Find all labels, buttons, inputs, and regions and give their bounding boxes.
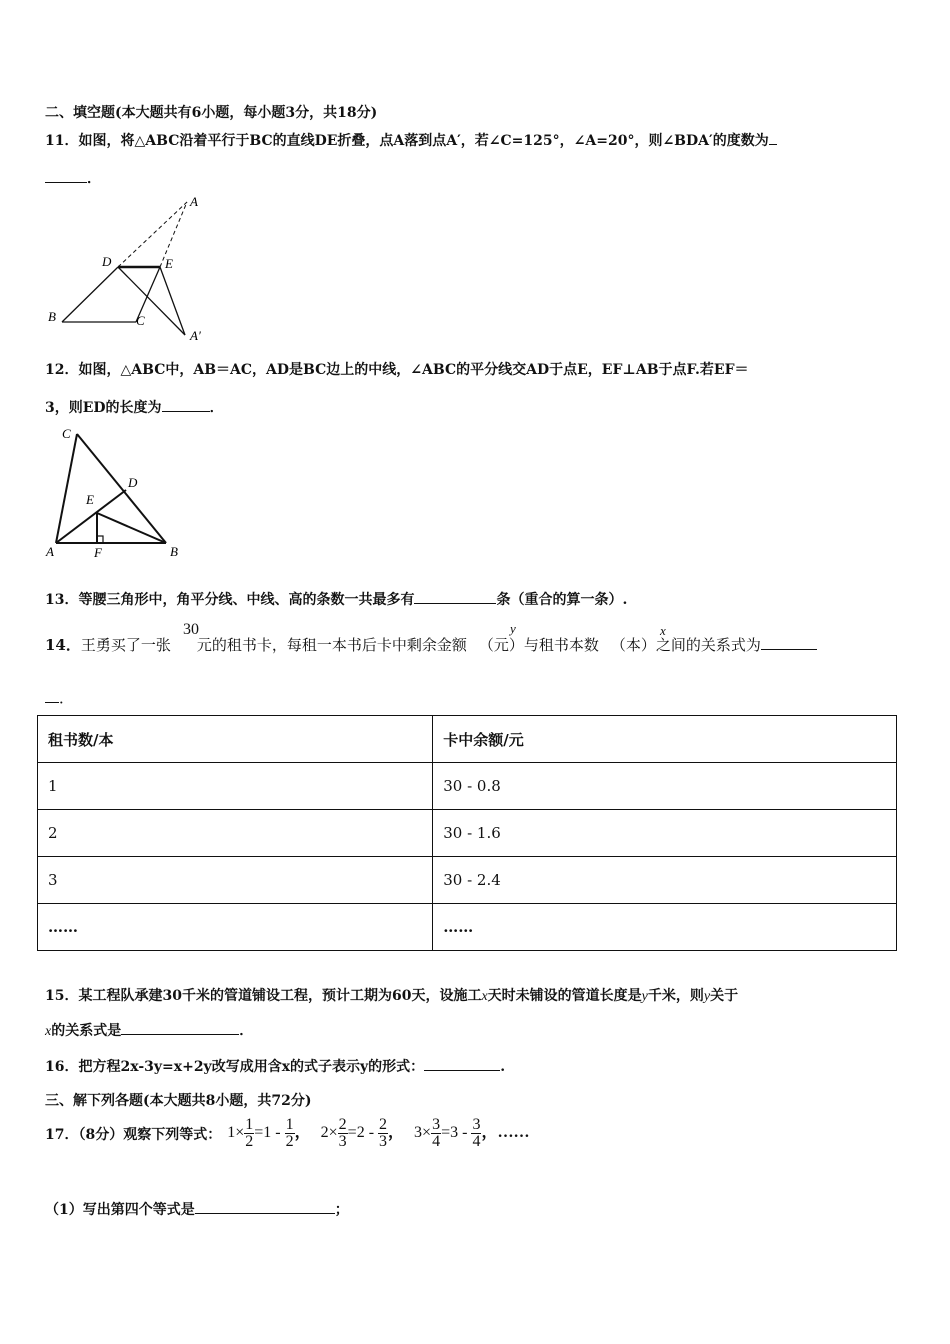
table-row [38,904,897,951]
table-cell: …… [433,904,897,951]
equation-3: 3× $\frac{3}{4}$ =3 - $\frac{3}{4}$ ，…… [414,1116,530,1150]
answer-blank[interactable] [414,589,496,604]
q14-var-y: y [510,621,516,636]
figure-q12-triangle [40,422,200,564]
label-A: A [46,544,54,559]
question-14: 14．王勇买了一张 元的租书卡，每租一本书后卡中剩余金额 （元）与租书本数 （本）之间的关系式为 [45,634,817,655]
question-16: 16．把方程2x-3y=x+2y改写成用含x的式子表示y的形式： . [45,1056,505,1076]
label-D: D [128,475,138,490]
table-cell: 1 [38,763,433,810]
figure-q11-fold [40,190,220,345]
rental-table [37,715,897,951]
answer-blank[interactable] [162,397,210,412]
question-13: 13．等腰三角形中，角平分线、中线、高的条数一共最多有 条（重合的算一条）. [45,589,627,609]
q11-text: 11．如图，将△ABC沿着平行于BC的直线DE折叠，点A落到点A′，若∠C=125°，∠A=20°，则∠BDA′的度数为 [45,133,769,149]
label-A-prime: A′ [190,328,201,343]
table-header: 租书数/本 [38,716,433,763]
table-header: 卡中余额/元 [433,716,897,763]
label-D: D [102,254,112,269]
table-row [38,857,897,904]
table-cell: 30 - 2.4 [433,857,897,904]
question-12-line2: 3，则ED的长度为 ． [45,397,224,417]
q14-var-x: x [660,623,666,638]
table-row [38,810,897,857]
answer-blank[interactable] [769,130,777,145]
label-A: A [190,194,198,209]
table-cell: …… [38,904,433,951]
equation-2: 2× $\frac{2}{3}$ =2 - $\frac{2}{3}$ ， [320,1116,405,1150]
question-15-line2: x的关系式是 ． [45,1020,253,1040]
answer-blank[interactable] [761,635,817,650]
answer-blank[interactable] [45,688,59,703]
table-cell: 3 [38,857,433,904]
question-11-tail: ． [45,168,101,188]
answer-blank[interactable] [121,1020,239,1035]
label-C: C [62,426,71,441]
label-E: E [86,492,94,507]
label-E: E [165,256,173,271]
question-11-text [45,130,777,150]
answer-blank[interactable] [424,1056,500,1071]
question-12-line1: 12．如图，△ABC中，AB＝AC，AD是BC边上的中线，∠ABC的平分线交AD于点E，EF⊥AB于点F.若EF＝ [45,362,749,378]
table-cell: 2 [38,810,433,857]
table-header-row [38,716,897,763]
label-B: B [48,309,56,324]
equation-1: 1× $\frac{1}{2}$ =1 - $\frac{1}{2}$ ， [227,1116,311,1150]
question-14-tail: ． [45,687,74,708]
question-17-part-1: （1）写出第四个等式是 ； [45,1199,349,1219]
table-row [38,763,897,810]
section-title: 二、填空题(本大题共有6小题，每小题3分，共18分) [45,105,378,121]
answer-blank[interactable] [195,1199,335,1214]
section-title: 三、解下列各题(本大题共8小题，共72分) [45,1093,312,1109]
answer-blank[interactable] [45,168,87,183]
label-F: F [94,545,102,560]
question-17: 17．（8分）观察下列等式： 1× $\frac{1}{2}$ =1 - $\frac{1}{2}$ ， 2× $\frac{2}{3}$ =2 - $\frac{2}{3}$ ， 3× $\frac{3}{4}$ =3 - $\frac{3}{4}$ ，…… [45,1116,530,1150]
label-C: C [136,313,145,328]
question-15-line1: 15．某工程队承建30千米的管道铺设工程，预计工期为60天，设施工x天时未铺设的管道长度是y千米，则y关于 [45,988,739,1004]
q14-amount: 30 [183,621,199,638]
table-cell: 30 - 1.6 [433,810,897,857]
table-cell: 30 - 0.8 [433,763,897,810]
label-B: B [170,544,178,559]
